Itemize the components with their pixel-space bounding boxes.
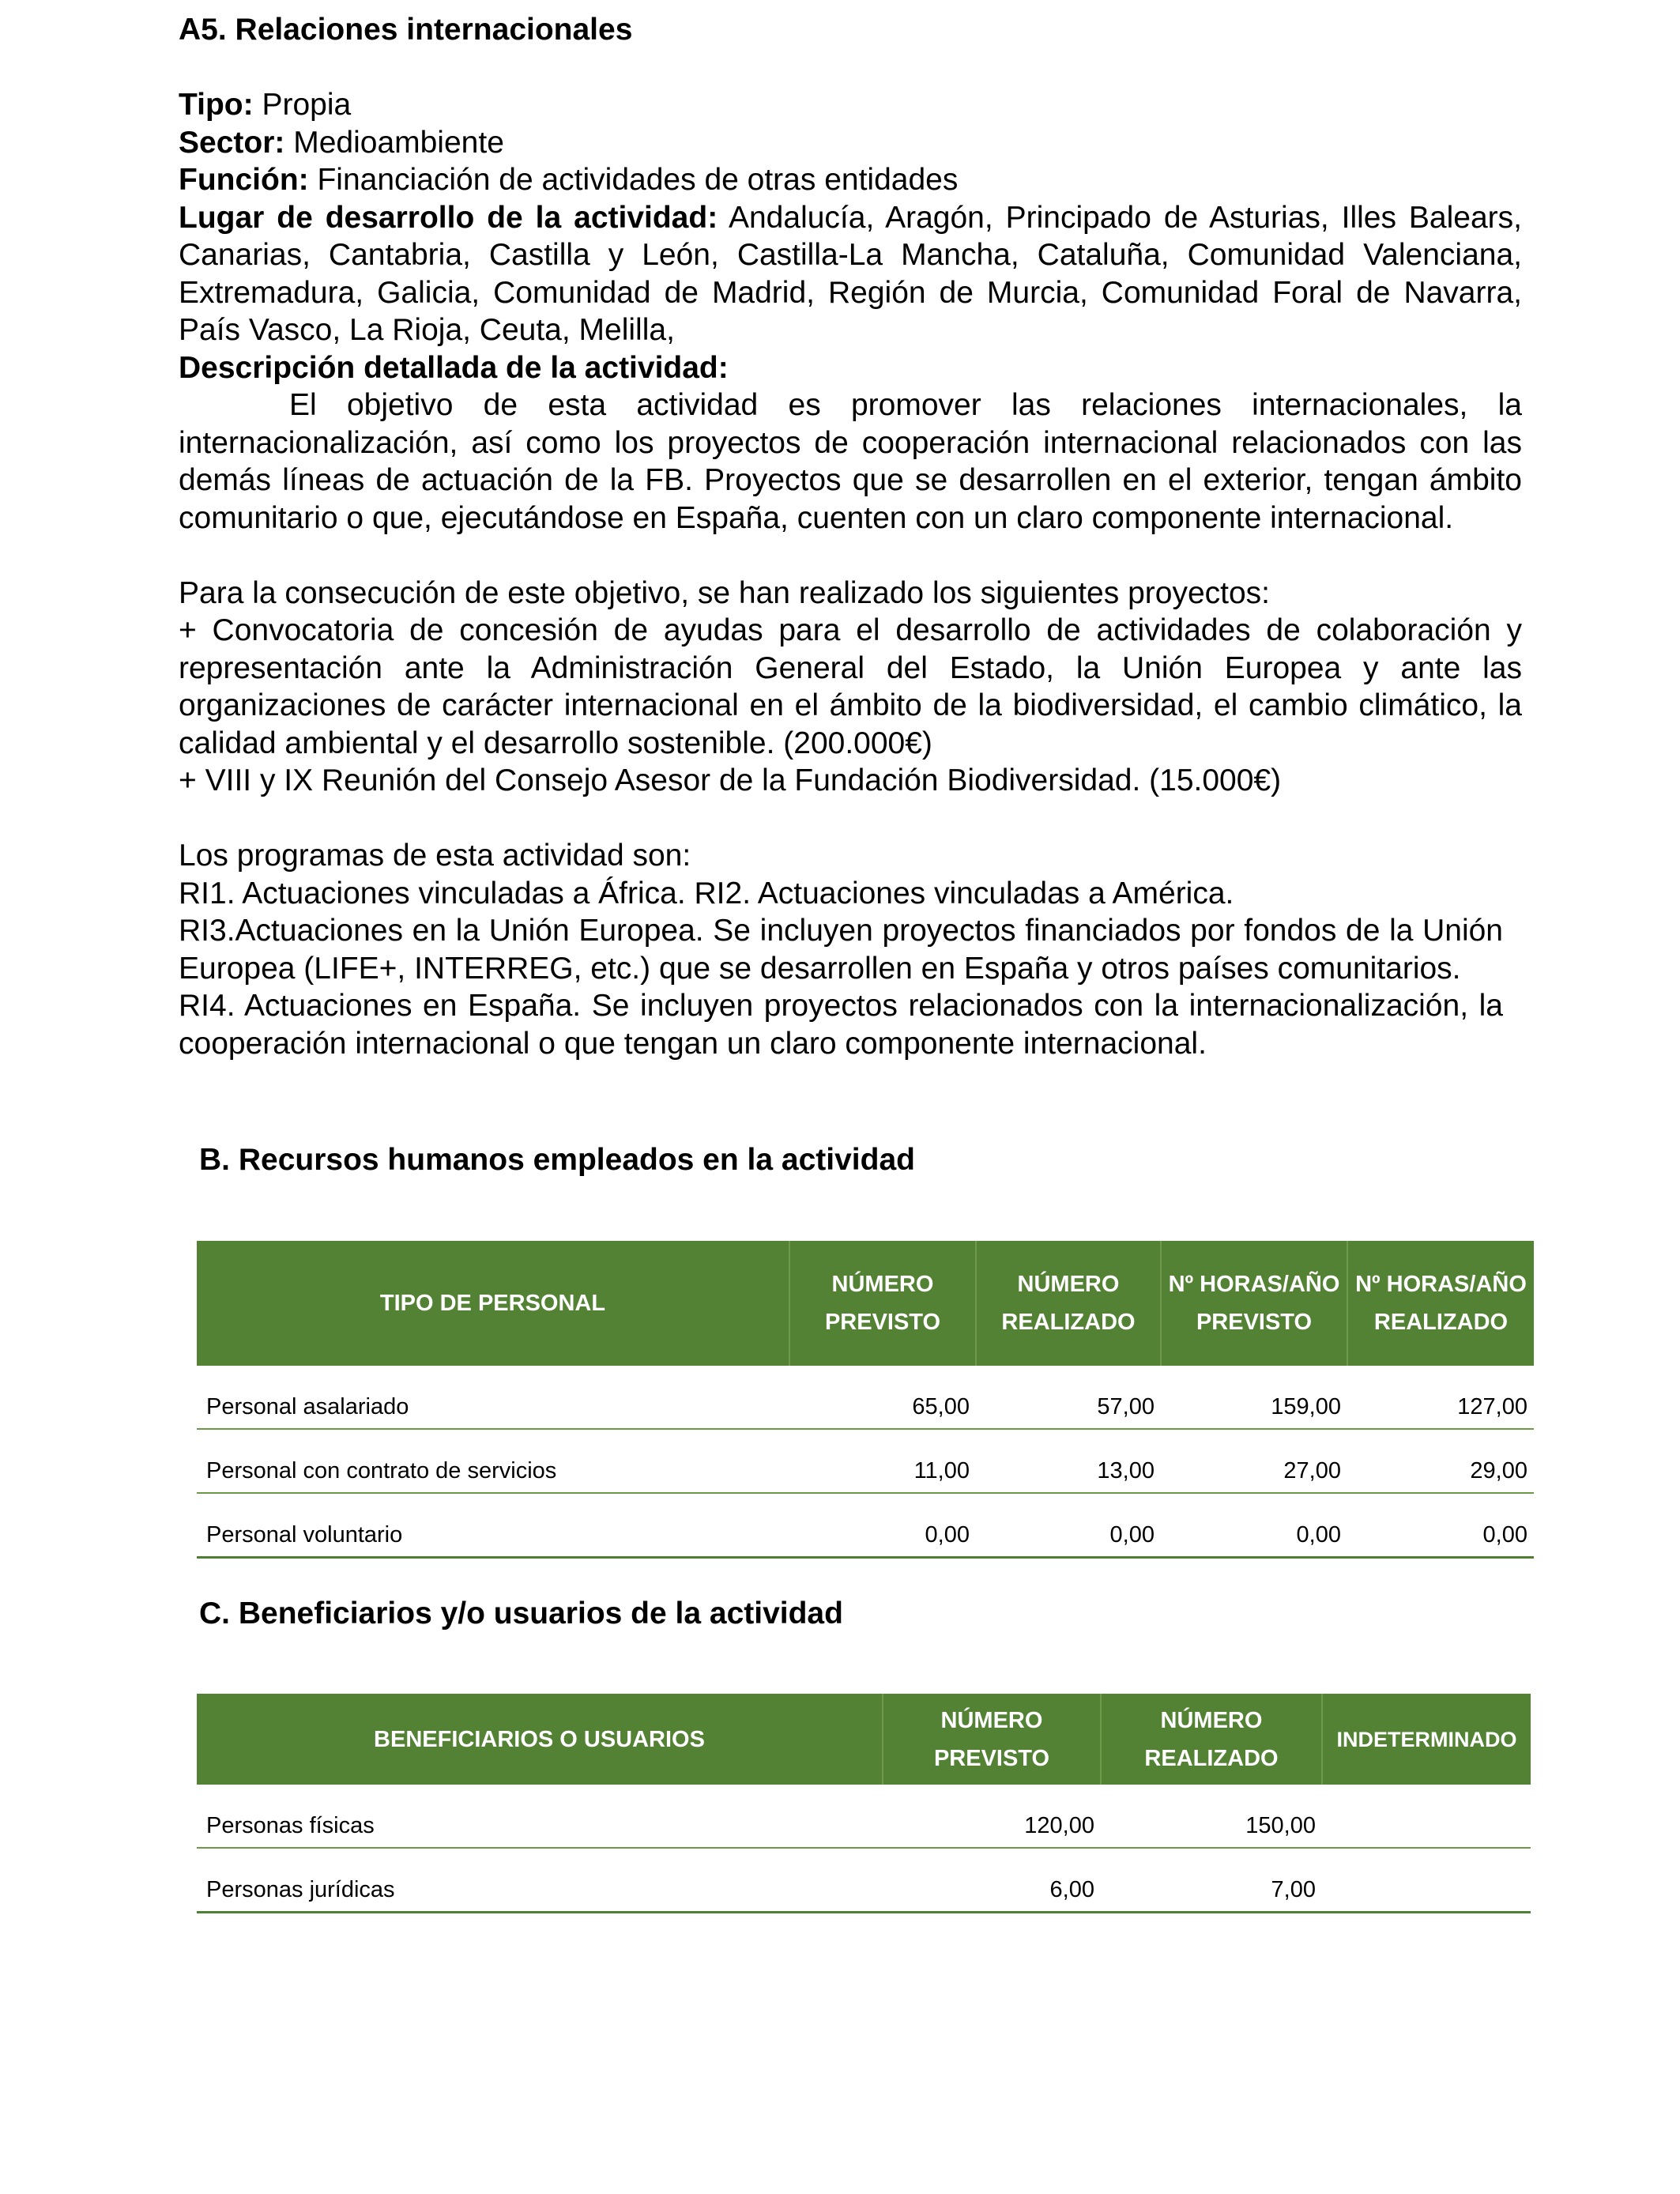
cell-numero-realizado: 150,00	[1101, 1785, 1322, 1848]
tipo-label: Tipo:	[179, 88, 254, 122]
sector-value: Medioambiente	[293, 125, 504, 160]
proyecto-item: + Convocatoria de concesión de ayudas para el desarrollo de actividades de colaboración y representación ante la Administración General del Estado, la Unión Europea y ante las organizaciones de carácter internacional en el ámbito de la biodiversidad, el cambio climático, la calidad ambiental y el desarrollo sostenible. (200.000€)	[179, 613, 1522, 760]
header-horas-previsto: Nº HORAS/AÑO PREVISTO	[1161, 1241, 1347, 1366]
row-label: Personal voluntario	[197, 1493, 789, 1558]
funcion-line	[179, 161, 1522, 199]
cell-horas-realizado: 127,00	[1347, 1366, 1534, 1429]
programa-item: RI3.Actuaciones en la Unión Europea. Se incluyen proyectos financiados por fondos de la Unión Europea (LIFE+, INTERREG, etc.) que se desarrollen en España y otros países comunitarios.	[179, 914, 1503, 986]
tipo-line	[179, 86, 1522, 124]
table-header-row	[197, 1241, 1534, 1366]
descripcion-text: El objetivo de esta actividad es promover las relaciones internacionales, la internacionalización, así como los proyectos de cooperación internacional relacionados con las demás líneas de actuación de la FB. Proyectos que se desarrollen en el exterior, tengan ámbito comunitario o que, ejecutándose en España, cuenten con un claro componente internacional.	[179, 388, 1522, 535]
programa-item: RI1. Actuaciones vinculadas a África. RI2. Actuaciones vinculadas a América.	[179, 876, 1234, 910]
row-label: Personas jurídicas	[197, 1848, 883, 1913]
proyectos-intro: Para la consecución de este objetivo, se han realizado los siguientes proyectos:	[179, 575, 1270, 610]
recursos-humanos-table	[197, 1241, 1534, 1559]
cell-numero-realizado: 7,00	[1101, 1848, 1322, 1913]
lugar-line	[179, 199, 1522, 349]
cell-horas-previsto: 159,00	[1161, 1366, 1347, 1429]
section-a-title: A5. Relaciones internacionales	[179, 13, 633, 47]
table-row	[197, 1429, 1534, 1493]
cell-numero-previsto: 6,00	[883, 1848, 1101, 1913]
cell-indeterminado	[1322, 1785, 1531, 1848]
header-tipo-personal: TIPO DE PERSONAL	[197, 1241, 789, 1366]
section-c-title: C. Beneficiarios y/o usuarios de la actividad	[199, 1596, 843, 1630]
cell-numero-realizado: 0,00	[976, 1493, 1161, 1558]
cell-horas-realizado: 29,00	[1347, 1429, 1534, 1493]
cell-horas-realizado: 0,00	[1347, 1493, 1534, 1558]
header-beneficiarios: BENEFICIARIOS O USUARIOS	[197, 1694, 883, 1785]
table-row	[197, 1366, 1534, 1429]
row-label: Personas físicas	[197, 1785, 883, 1848]
header-indeterminado: INDETERMINADO	[1322, 1694, 1531, 1785]
sector-line	[179, 124, 1522, 162]
lugar-value: Andalucía, Aragón, Principado de Asturias, Illes Balears, Canarias, Cantabria, Castilla y León, Castilla-La Mancha, Cataluña, Comunidad Valenciana, Extremadura, Galicia, Comunidad de Madrid, Región de Murcia, Comunidad Foral de Navarra, País Vasco, La Rioja, Ceuta, Melilla,	[179, 200, 1522, 347]
cell-numero-previsto: 65,00	[789, 1366, 976, 1429]
funcion-label: Función:	[179, 163, 309, 197]
row-label: Personal asalariado	[197, 1366, 789, 1429]
tipo-value: Propia	[262, 88, 352, 122]
section-b-title: B. Recursos humanos empleados en la actividad	[199, 1143, 915, 1177]
programa-item: RI4. Actuaciones en España. Se incluyen proyectos relacionados con la internacionalización, la cooperación internacional o que tengan un claro componente internacional.	[179, 989, 1503, 1061]
cell-numero-previsto: 11,00	[789, 1429, 976, 1493]
table-row	[197, 1848, 1531, 1913]
cell-numero-realizado: 57,00	[976, 1366, 1161, 1429]
section-a	[179, 11, 1522, 1062]
table-row	[197, 1493, 1534, 1558]
sector-label: Sector:	[179, 125, 285, 160]
header-numero-previsto: NÚMERO PREVISTO	[883, 1694, 1101, 1785]
cell-numero-previsto: 0,00	[789, 1493, 976, 1558]
funcion-value: Financiación de actividades de otras entidades	[317, 163, 959, 197]
cell-numero-previsto: 120,00	[883, 1785, 1101, 1848]
programas-intro: Los programas de esta actividad son:	[179, 839, 691, 873]
cell-indeterminado	[1322, 1848, 1531, 1913]
header-horas-realizado: Nº HORAS/AÑO REALIZADO	[1347, 1241, 1534, 1366]
header-numero-previsto: NÚMERO PREVISTO	[789, 1241, 976, 1366]
proyecto-item: + VIII y IX Reunión del Consejo Asesor de la Fundación Biodiversidad. (15.000€)	[179, 763, 1282, 797]
header-numero-realizado: NÚMERO REALIZADO	[976, 1241, 1161, 1366]
lugar-label: Lugar de desarrollo de la actividad:	[179, 200, 718, 235]
row-label: Personal con contrato de servicios	[197, 1429, 789, 1493]
cell-horas-previsto: 0,00	[1161, 1493, 1347, 1558]
cell-numero-realizado: 13,00	[976, 1429, 1161, 1493]
header-numero-realizado: NÚMERO REALIZADO	[1101, 1694, 1322, 1785]
table-header-row	[197, 1694, 1531, 1785]
table-row	[197, 1785, 1531, 1848]
cell-horas-previsto: 27,00	[1161, 1429, 1347, 1493]
beneficiarios-table	[197, 1694, 1531, 1913]
descripcion-label: Descripción detallada de la actividad:	[179, 350, 729, 385]
